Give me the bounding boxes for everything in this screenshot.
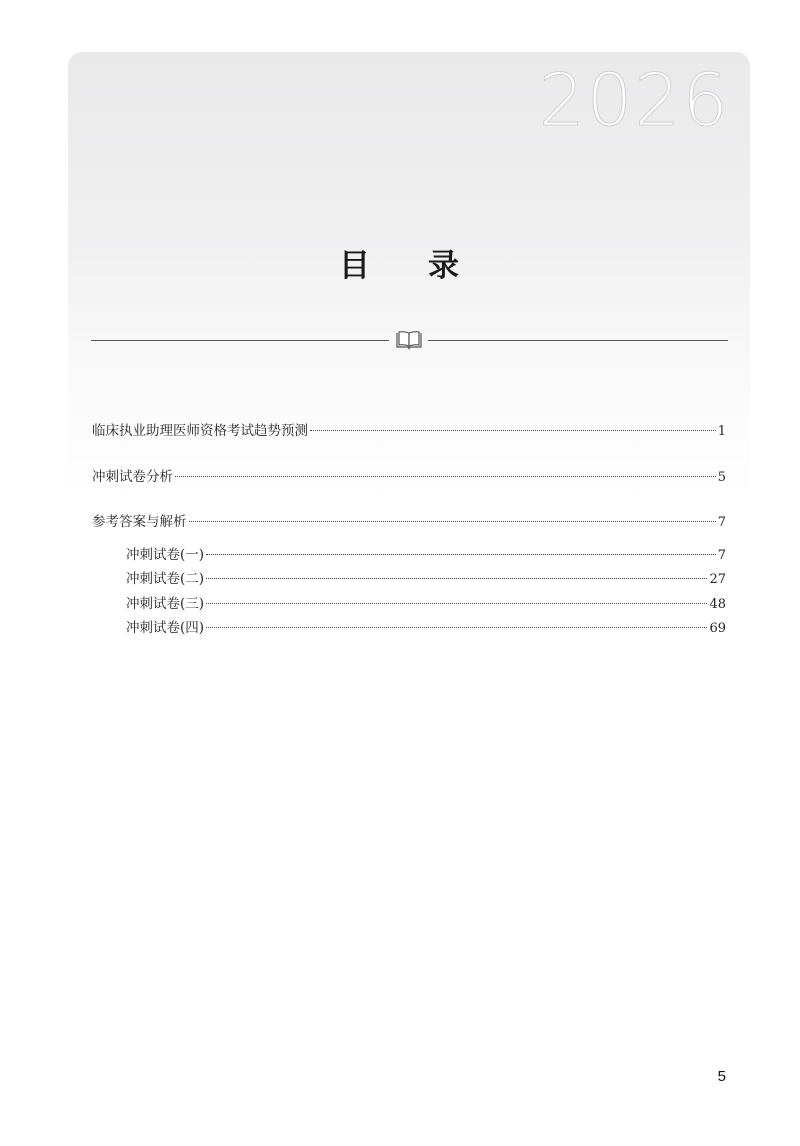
toc-entry-label: 参考答案与解析 <box>92 514 187 530</box>
title-divider-left <box>91 340 389 341</box>
toc-entry-label: 临床执业助理医师资格考试趋势预测 <box>92 423 308 439</box>
dot-leader <box>206 553 716 555</box>
toc-entry-page: 1 <box>717 424 726 439</box>
toc-entry-exam-analysis[interactable] <box>92 465 726 485</box>
toc-subentry-label: 冲刺试卷(四) <box>126 620 205 636</box>
title-divider-right <box>428 340 728 341</box>
toc-entry-label: 冲刺试卷分析 <box>92 469 173 485</box>
toc-subentry-page: 48 <box>709 597 726 612</box>
toc-subentry-label: 冲刺试卷(一) <box>126 547 205 563</box>
toc-subentry-paper-1[interactable] <box>126 543 726 563</box>
dot-leader <box>175 475 716 477</box>
dot-leader <box>189 520 716 522</box>
dot-leader <box>206 626 707 628</box>
open-book-icon <box>395 330 423 350</box>
year-watermark: 2026 <box>538 58 730 142</box>
dot-leader <box>206 577 707 579</box>
toc-entry-answers[interactable] <box>92 510 726 530</box>
toc-subentry-paper-3[interactable] <box>126 592 726 612</box>
dot-leader <box>310 429 716 431</box>
toc-subentry-paper-2[interactable] <box>126 567 726 587</box>
page-title <box>0 240 800 285</box>
toc-subentry-label: 冲刺试卷(二) <box>126 571 205 587</box>
toc-subentry-label: 冲刺试卷(三) <box>126 596 205 612</box>
dot-leader <box>206 602 707 604</box>
page-title-char-1: 目 <box>339 248 372 284</box>
toc-entry-trend-forecast[interactable] <box>92 419 726 439</box>
toc-entry-page: 5 <box>717 470 726 485</box>
toc-subentry-page: 27 <box>709 572 726 587</box>
toc-subentry-page: 7 <box>717 548 726 563</box>
toc-subentry-page: 69 <box>709 621 726 636</box>
toc-subentry-paper-4[interactable] <box>126 616 726 636</box>
page-title-char-2: 录 <box>428 248 461 284</box>
page-number: 5 <box>717 1068 726 1085</box>
toc-entry-page: 7 <box>717 515 726 530</box>
